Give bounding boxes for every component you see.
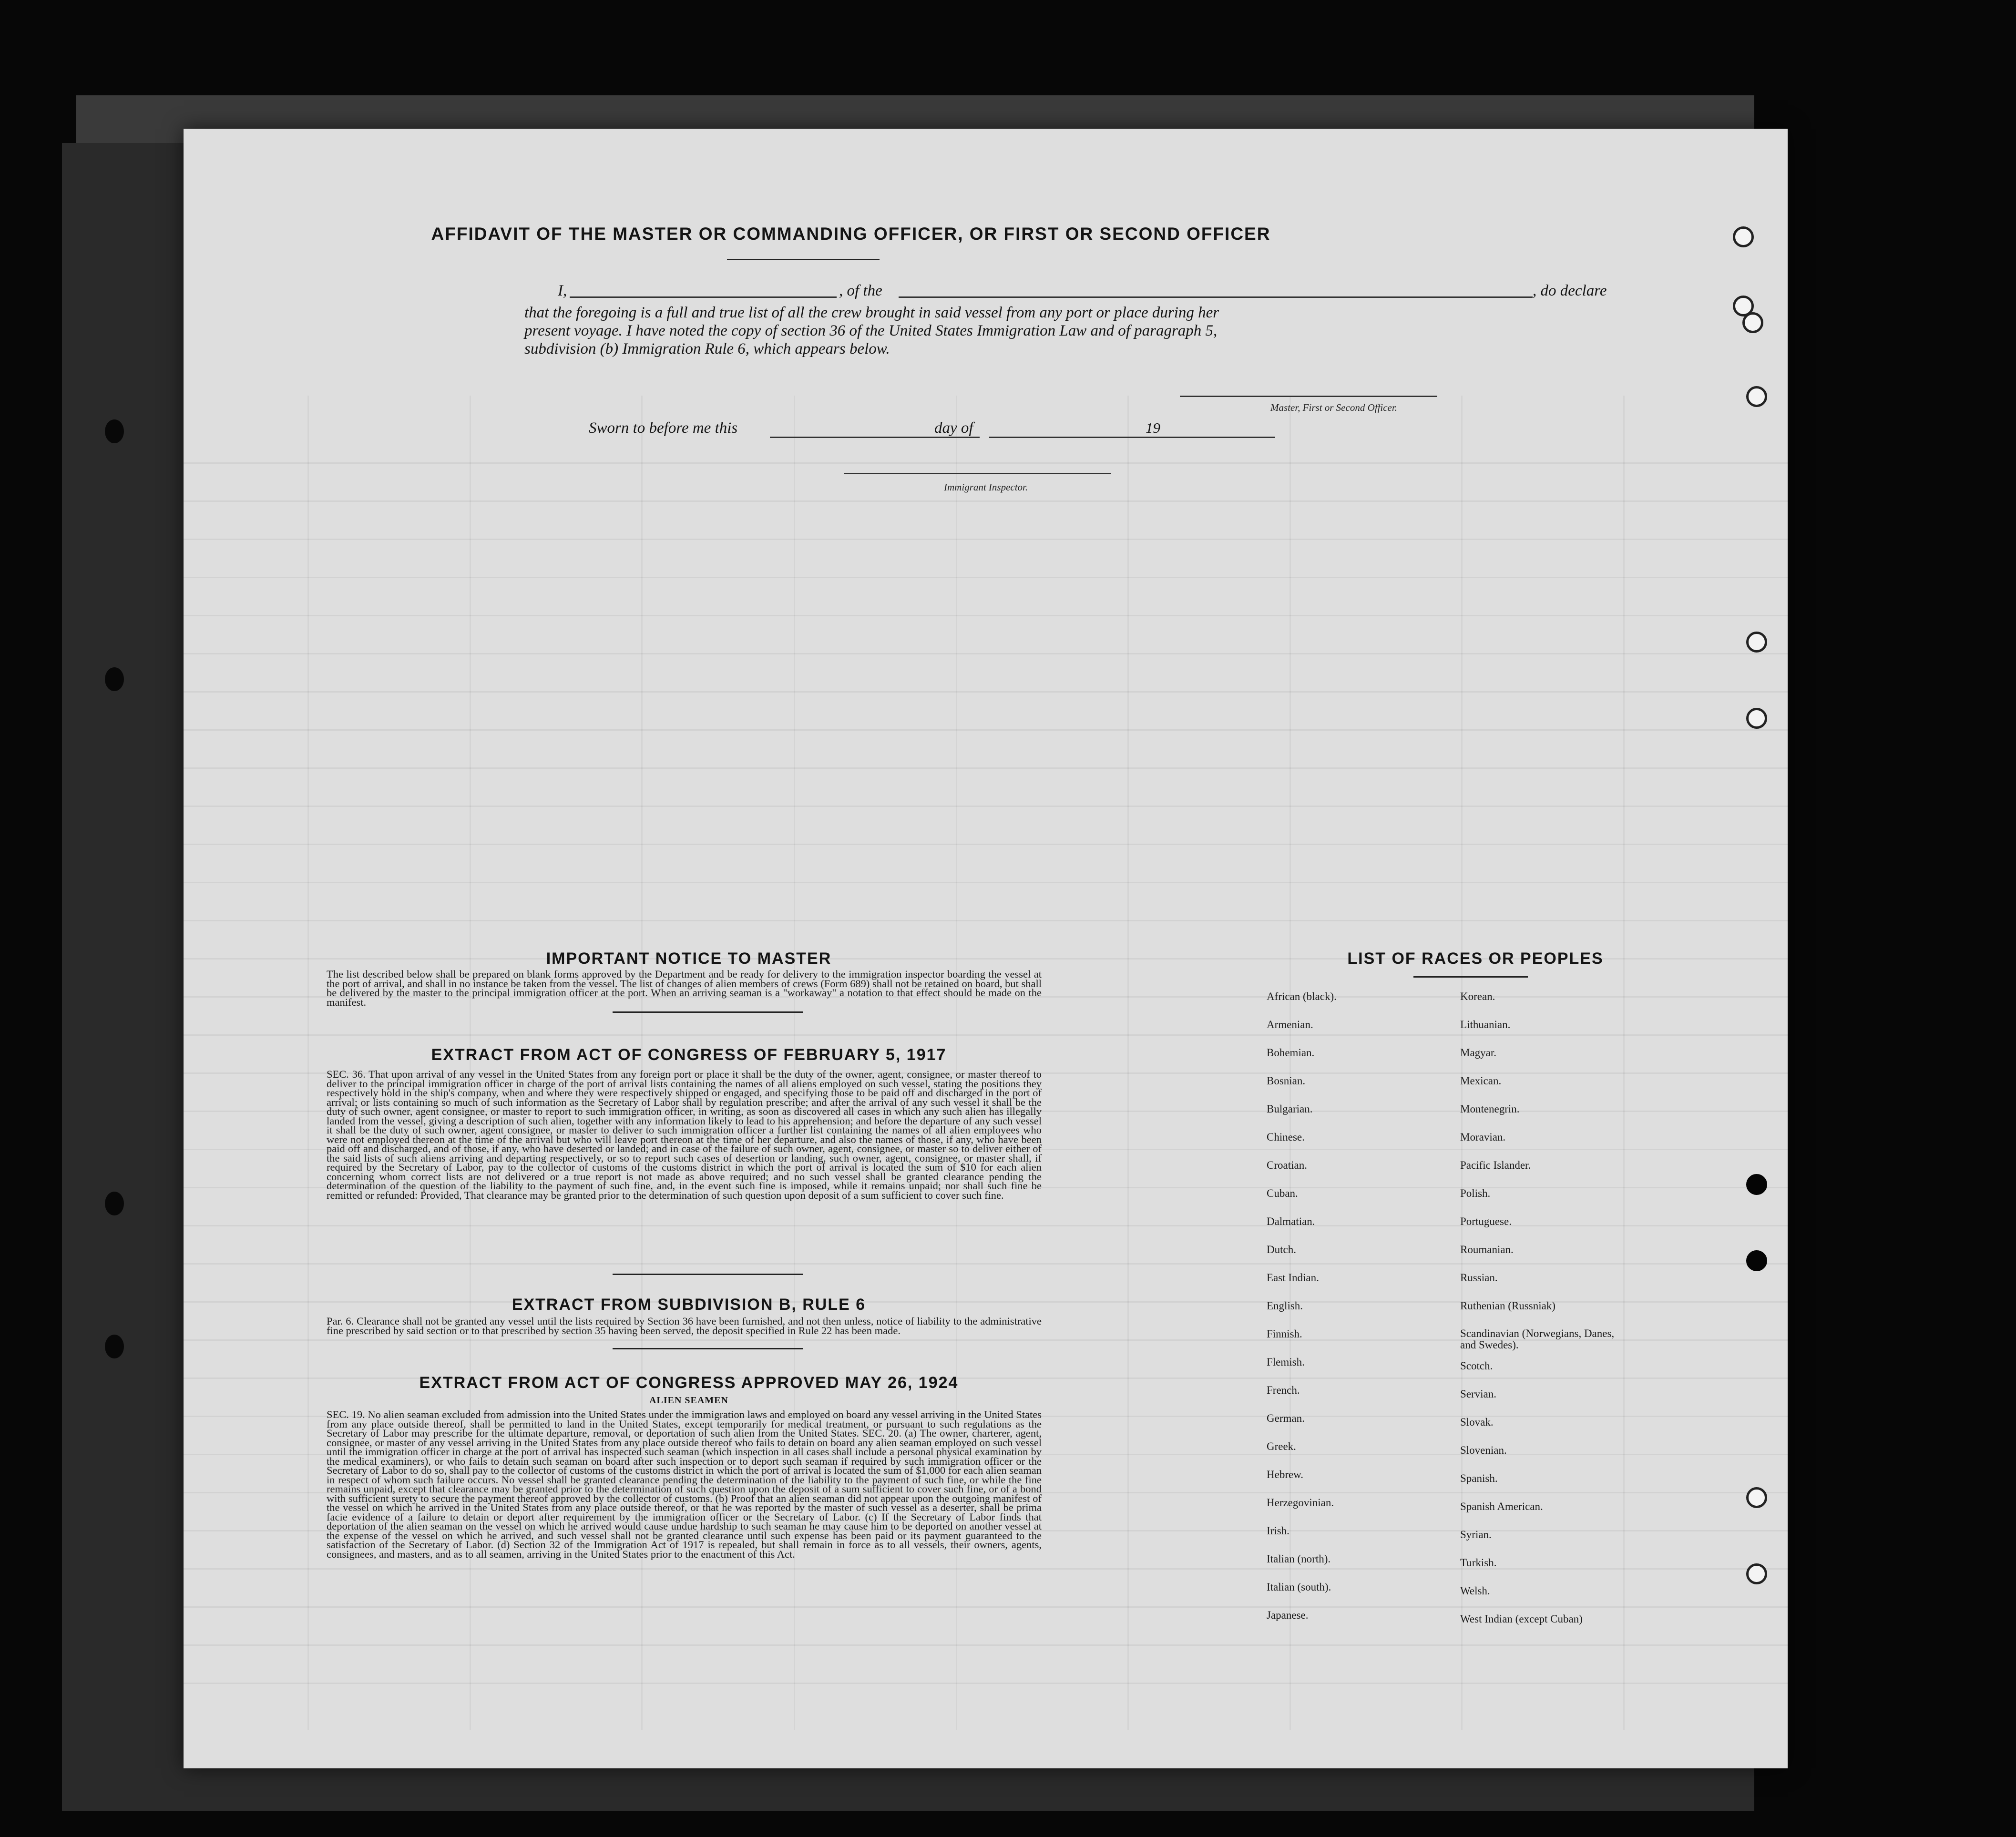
races-right-column <box>1460 990 1708 1658</box>
vessel-line <box>899 296 1533 298</box>
race-item: Polish. <box>1460 1187 1491 1199</box>
race-item: German. <box>1267 1412 1305 1424</box>
race-item: Chinese. <box>1267 1131 1305 1143</box>
extract-1924-subheading: ALIEN SEAMEN <box>649 1395 728 1406</box>
document-page <box>184 129 1788 1768</box>
race-item: Lithuanian. <box>1460 1019 1511 1031</box>
race-item: Bosnian. <box>1267 1075 1306 1087</box>
punch-hole <box>1746 1563 1767 1584</box>
extract-1924-heading: EXTRACT FROM ACT OF CONGRESS APPROVED MAY 26, 1924 <box>419 1374 959 1392</box>
race-item: Slovak. <box>1460 1416 1494 1428</box>
race-item: Hebrew. <box>1267 1469 1304 1480</box>
race-item: French. <box>1267 1384 1300 1396</box>
extract-1924-text: SEC. 19. No alien seaman excluded from admission into the United States under the immigration laws and employed on board any vessel arriving in the United States from any place outside thereof, shall be permitted to land in the United States, except temporarily for medical treatment, or pursuant to such regulations as the Secretary of Labor may prescribe for the ultimate departure, removal, or deportation of such alien from the United States. SEC. 20. (a) The owner, charterer, agent, consignee, or master of any vessel arriving in the United States from any place outside thereof who fails to detain on board any alien seaman employed on such vessel until the immigration officer in charge at the port of arrival has inspected such seaman (which inspection in all cases shall include a personal physical examination by the medical examiners), or who fails to detain such seaman on board after such inspection or to deport such seaman if required by such immigration officer or the Secretary of Labor to do so, shall pay to the collector of customs of the customs district in which the port of arrival is located the sum of $1,000 for each alien seaman in respect of whom such failure occurs. No vessel shall be granted clearance pending the determination of the liability to the payment of such fine, or while the fine remains unpaid, except that clearance may be granted prior to the determination of such question upon the deposit of a sum sufficient to cover such fine, or of a bond with sufficient surety to secure the payment thereof approved by the collector of customs. (b) Proof that an alien seaman did not appear upon the outgoing manifest of the vessel on which he arrived in the United States from any place outside thereof, or that he was reported by the master of such vessel as a deserter, shall be prima facie evidence of a failure to detain or deport after requirement by the immigration officer or the Secretary of Labor. (c) If the Secretary of Labor finds that deportation of the alien seaman on the vessel on which he arrived would cause undue hardship to such seaman he may cause him to be deported on another vessel at the expense of the vessel on which he arrived, and such vessel shall not be granted clearance until such expense has been paid or its payment guaranteed to the satisfaction of the Secretary of Labor. (d) Section 32 of the Immigration Act of 1917 is repealed, but shall remain in force as to all vessels, their owners, agents, consignees, and masters, and as to all seamen, arriving in the United States prior to the enactment of this Act. <box>327 1408 1042 1560</box>
race-item: Dutch. <box>1267 1244 1296 1255</box>
day-of-text: day of <box>934 419 973 437</box>
extract-1917-text: SEC. 36. That upon arrival of any vessel in the United States from any foreign port or place it shall be the duty of the owner, agent, consignee, or master thereof to deliver to the principal immigration officer in charge of the port of arrival lists containing the names of all aliens employed on such vessel, stating the positions they respectively hold in the ship's company, when and where they were respectively shipped or engaged, and specifying those to be paid off and discharged in the port of arrival; or lists containing so much of such information as the Secretary of Labor shall by regulation prescribe; and after the arrival of any such vessel it shall be the duty of such owner, agent consignee, or master to report to such immigration officer, in writing, as soon as discovered all cases in which any such alien has illegally landed from the vessel, giving a description of such alien, together with any information likely to lead to his apprehension; and before the departure of any such vessel it shall be the duty of such owner, agent consignee, or master to deliver to such immigration officer a further list containing the names of all alien employees who were not employed thereon at the time of the arrival but who will leave port thereon at the time of her departure, and also the names of those, if any, who have been paid off and discharged, and of those, if any, who have deserted or landed; and in case of the failure of such owner, agent, consignee, or master so to deliver either of the said lists of such aliens arriving and departing respectively, or so to report such cases of desertion or landing, such owner, agent, consignee, or master shall, if required by the Secretary of Labor, pay to the collector of customs of the customs district in which the port of arrival is located the sum of $10 for each alien concerning whom correct lists are not delivered or a true report is not made as above required; and no such vessel shall be granted clearance pending the determination of the question of the liability to the payment of such fine, and, in the event such fine is imposed, while it remains unpaid; nor shall such fine be remitted or refunded: Provided, That clearance may be granted prior to the determination of such question upon deposit of a sum sufficient to cover such fine. <box>327 1068 1042 1201</box>
inspector-caption: Immigrant Inspector. <box>944 481 1028 493</box>
races-left-column <box>1267 990 1472 1658</box>
master-signature-line <box>1180 396 1437 397</box>
master-caption: Master, First or Second Officer. <box>1270 402 1397 413</box>
sworn-text: Sworn to before me this <box>589 419 738 437</box>
race-item: English. <box>1267 1300 1303 1312</box>
race-item: Flemish. <box>1267 1356 1305 1368</box>
race-item: Greek. <box>1267 1440 1296 1452</box>
race-item: Montenegrin. <box>1460 1103 1520 1115</box>
race-item: Scotch. <box>1460 1360 1493 1372</box>
binder-hole <box>105 419 124 443</box>
binder-hole <box>105 667 124 691</box>
race-item: Korean. <box>1460 990 1495 1002</box>
race-item: Roumanian. <box>1460 1244 1514 1255</box>
punch-hole <box>1746 1250 1767 1271</box>
race-item: Italian (south). <box>1267 1581 1331 1593</box>
inspector-signature-line <box>844 473 1111 474</box>
notice-text: The list described below shall be prepared on blank forms approved by the Department and be ready for delivery to the immigration inspector boarding the vessel at the port of arrival, and shall in no instance be taken from the vessel. The list of changes of alien members of crews (Form 689) shall not be retained on board, but shall be delivered by the master to the principal immigration officer at the port. When an arriving seaman is a "workaway" a notation to that effect should be made on the manifest. <box>327 968 1042 1008</box>
race-item: Welsh. <box>1460 1585 1490 1597</box>
race-item: Japanese. <box>1267 1609 1309 1621</box>
race-item: West Indian (except Cuban) <box>1460 1613 1583 1625</box>
binder-hole <box>105 1335 124 1358</box>
races-heading: LIST OF RACES OR PEOPLES <box>1347 949 1604 968</box>
affidavit-line-2: present voyage. I have noted the copy of section 36 of the United States Immigration Law and of paragraph 5, <box>524 322 1218 339</box>
race-item: African (black). <box>1267 990 1337 1002</box>
affidavit-do-declare: , do declare <box>1533 282 1607 299</box>
section-divider <box>613 1011 803 1013</box>
race-item: Cuban. <box>1267 1187 1298 1199</box>
race-item: Slovenian. <box>1460 1444 1507 1456</box>
punch-hole <box>1746 1487 1767 1508</box>
race-item: Croatian. <box>1267 1159 1307 1171</box>
race-item: Moravian. <box>1460 1131 1506 1143</box>
affidavit-line-1: that the foregoing is a full and true list of all the crew brought in said vessel from any port or place during her <box>524 304 1219 321</box>
race-item: Russian. <box>1460 1272 1498 1284</box>
punch-hole <box>1746 1174 1767 1195</box>
race-item: Bohemian. <box>1267 1047 1315 1059</box>
race-item: Armenian. <box>1267 1019 1313 1031</box>
race-item: East Indian. <box>1267 1272 1319 1284</box>
affidavit-heading: AFFIDAVIT OF THE MASTER OR COMMANDING OFFICER, OR FIRST OR SECOND OFFICER <box>431 224 1271 244</box>
notice-heading: IMPORTANT NOTICE TO MASTER <box>546 949 832 968</box>
rule6-text: Par. 6. Clearance shall not be granted any vessel until the lists required by Section 36 have been furnished, and not then unless, notice of liability to the administrative fine prescribed by said section or to that prescribed by section 35 having been served, the deposit specified in Rule 22 has been made. <box>327 1315 1042 1337</box>
race-item: Herzegovinian. <box>1267 1497 1334 1509</box>
punch-hole <box>1746 632 1767 653</box>
race-item: Magyar. <box>1460 1047 1497 1059</box>
punch-hole <box>1746 386 1767 407</box>
race-item: Spanish. <box>1460 1472 1498 1484</box>
race-item: Bulgarian. <box>1267 1103 1313 1115</box>
section-divider <box>613 1348 803 1349</box>
affidavit-i: I, <box>558 282 567 299</box>
affidavit-line-3: subdivision (b) Immigration Rule 6, which appears below. <box>524 340 890 357</box>
year-prefix: 19 <box>1146 419 1160 436</box>
section-divider <box>613 1274 803 1275</box>
extract-1917-heading: EXTRACT FROM ACT OF CONGRESS OF FEBRUARY 5, 1917 <box>431 1046 947 1064</box>
month-line <box>989 437 1275 438</box>
race-item: Portuguese. <box>1460 1215 1512 1227</box>
race-item: Finnish. <box>1267 1328 1302 1340</box>
race-item: Irish. <box>1267 1525 1289 1537</box>
name-line <box>570 296 837 298</box>
race-item: Syrian. <box>1460 1529 1492 1541</box>
race-item: Turkish. <box>1460 1557 1497 1569</box>
punch-hole <box>1742 312 1763 333</box>
heading-rule <box>727 259 880 260</box>
affidavit-of-the: , of the <box>839 282 882 299</box>
race-item: Italian (north). <box>1267 1553 1331 1565</box>
rule6-heading: EXTRACT FROM SUBDIVISION B, RULE 6 <box>512 1296 866 1314</box>
punch-hole <box>1733 226 1754 247</box>
race-item: Scandinavian (Norwegians, Danes, and Swedes). <box>1460 1327 1615 1351</box>
race-item: Ruthenian (Russniak) <box>1460 1300 1555 1312</box>
race-item: Dalmatian. <box>1267 1215 1315 1227</box>
race-item: Servian. <box>1460 1388 1497 1400</box>
race-item: Spanish American. <box>1460 1500 1543 1512</box>
races-rule <box>1413 976 1528 978</box>
race-item: Mexican. <box>1460 1075 1502 1087</box>
race-item: Pacific Islander. <box>1460 1159 1531 1171</box>
binder-hole <box>105 1192 124 1215</box>
punch-hole <box>1746 708 1767 729</box>
